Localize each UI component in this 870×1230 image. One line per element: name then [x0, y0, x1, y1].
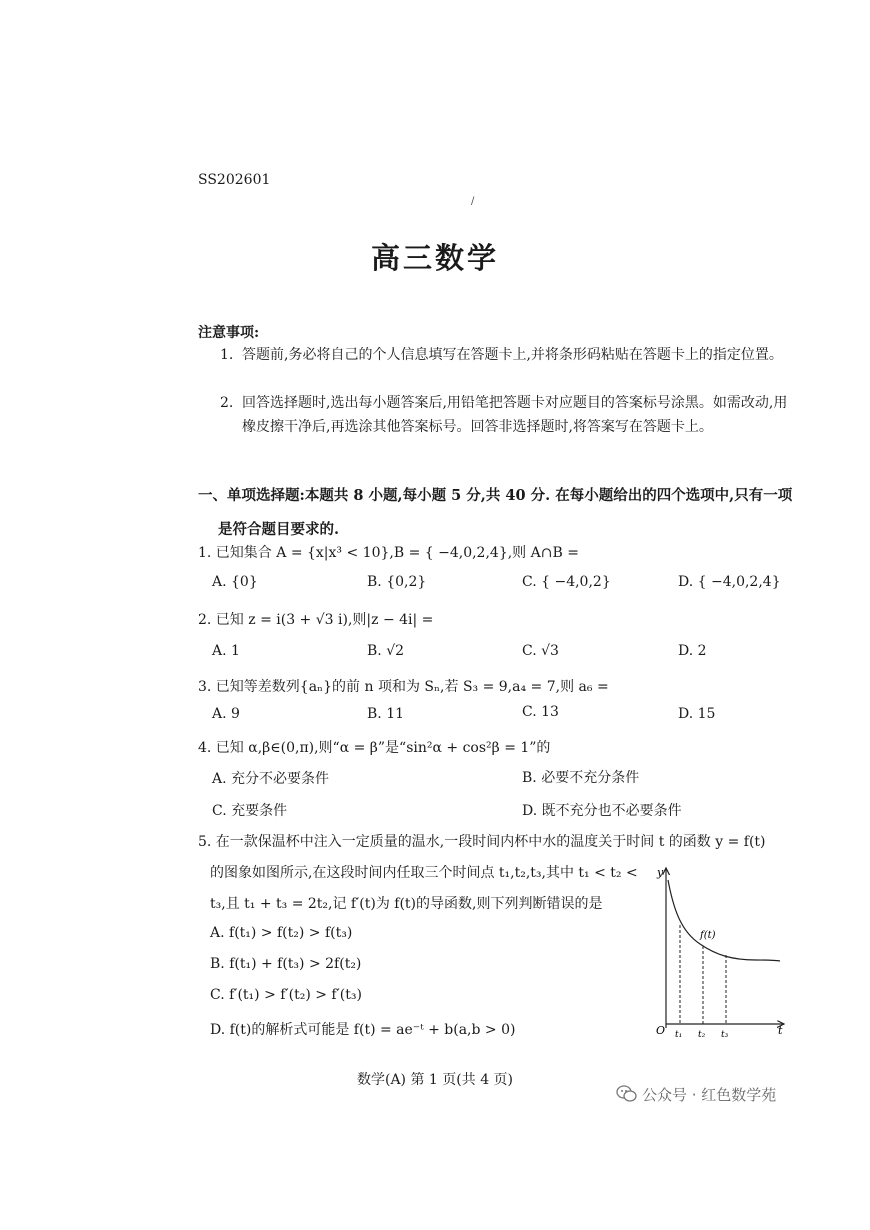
page-title: 高三数学 — [370, 241, 499, 275]
question-4-option-d: D. 既不充分也不必要条件 — [522, 803, 682, 819]
wechat-icon — [616, 1084, 638, 1104]
notice-item — [220, 391, 790, 439]
notice-heading: 注意事项: — [198, 325, 260, 341]
exam-code: SS202601 — [198, 172, 271, 188]
question-4-option-a: A. 充分不必要条件 — [212, 771, 330, 787]
question-3-stem: 3. 已知等差数列{aₙ}的前 n 项和为 Sₙ,若 S₃ = 9,a₄ = 7,则 a₆ = — [198, 679, 609, 695]
page-footer: 数学(A) 第 1 页(共 4 页) — [356, 1072, 514, 1088]
section-heading — [198, 481, 798, 545]
question-2-option-c: C. √3 — [522, 643, 559, 659]
question-2-option-a: A. 1 — [212, 643, 240, 659]
question-2-option-d: D. 2 — [678, 643, 707, 659]
question-1-stem: 1. 已知集合 A = {x|x³ < 10},B = { −4,0,2,4},则 A∩B = — [198, 545, 579, 561]
question-3-option-c: C. 13 — [522, 704, 559, 720]
question-5-option-d: D. f(t)的解析式可能是 f(t) = ae⁻ᵗ + b(a,b > 0) — [210, 1022, 516, 1038]
watermark-text: 公众号 · 红色数学苑 — [642, 1086, 777, 1104]
notice-item — [220, 343, 790, 367]
question-5-option-b: B. f(t₁) + f(t₃) > 2f(t₂) — [210, 956, 362, 972]
notice-item-text: 回答选择题时,选出每小题答案后,用铅笔把答题卡对应题目的答案标号涂黑。如需改动,用橡皮擦干净后,再选涂其他答案标号。回答非选择题时,将答案写在答题卡上。 — [242, 395, 788, 435]
tick-mark: / — [471, 196, 475, 207]
notice-item-number: 2. — [220, 395, 234, 411]
question-2-stem: 2. 已知 z = i(3 + √3 i),则|z − 4i| = — [198, 612, 434, 628]
t1-label: t₁ — [675, 1030, 683, 1040]
question-1-option-d: D. { −4,0,2,4} — [678, 574, 781, 590]
question-3-option-a: A. 9 — [212, 706, 240, 722]
question-5-option-c: C. f′(t₁) > f′(t₂) > f′(t₃) — [210, 987, 362, 1003]
curve-label: f(t) — [700, 930, 716, 941]
notice-item-text: 答题前,务必将自己的个人信息填写在答题卡上,并将条形码粘贴在答题卡上的指定位置。 — [242, 347, 783, 363]
question-4-option-b: B. 必要不充分条件 — [522, 770, 640, 786]
question-5-figure — [644, 860, 790, 1040]
question-3-option-d: D. 15 — [678, 706, 716, 722]
t2-label: t₂ — [698, 1030, 706, 1040]
question-1-option-c: C. { −4,0,2} — [522, 574, 611, 590]
notice-item-number: 1. — [220, 347, 234, 363]
section-heading-line1: 一、单项选择题:本题共 8 小题,每小题 5 分,共 40 分. 在每小题给出的四个选项中,只有一项 — [198, 487, 793, 504]
question-5-stem-line3: t₃,且 t₁ + t₃ = 2t₂,记 f′(t)为 f(t)的导函数,则下列判断错误的是 — [210, 896, 603, 912]
question-5-option-a: A. f(t₁) > f(t₂) > f(t₃) — [210, 925, 353, 941]
x-axis-label: t — [778, 1024, 783, 1037]
question-5-stem-line2: 的图象如图所示,在这段时间内任取三个时间点 t₁,t₂,t₃,其中 t₁ < t₂ < — [210, 865, 638, 881]
question-3-option-b: B. 11 — [367, 706, 405, 722]
t3-label: t₃ — [721, 1030, 729, 1040]
question-1-option-b: B. {0,2} — [367, 574, 427, 590]
question-1-option-a: A. {0} — [212, 574, 258, 590]
section-heading-line2: 是符合题目要求的. — [218, 521, 340, 538]
question-4-stem: 4. 已知 α,β∈(0,π),则“α = β”是“sin²α + cos²β = 1”的 — [198, 740, 551, 756]
question-2-option-b: B. √2 — [367, 643, 405, 659]
y-axis-label: y — [657, 866, 664, 879]
decay-curve — [668, 880, 780, 961]
question-4-option-c: C. 充要条件 — [212, 803, 288, 819]
origin-label: O — [656, 1024, 666, 1037]
question-5-stem-line1: 5. 在一款保温杯中注入一定质量的温水,一段时间内杯中水的温度关于时间 t 的函数 y = f(t) — [198, 834, 766, 850]
